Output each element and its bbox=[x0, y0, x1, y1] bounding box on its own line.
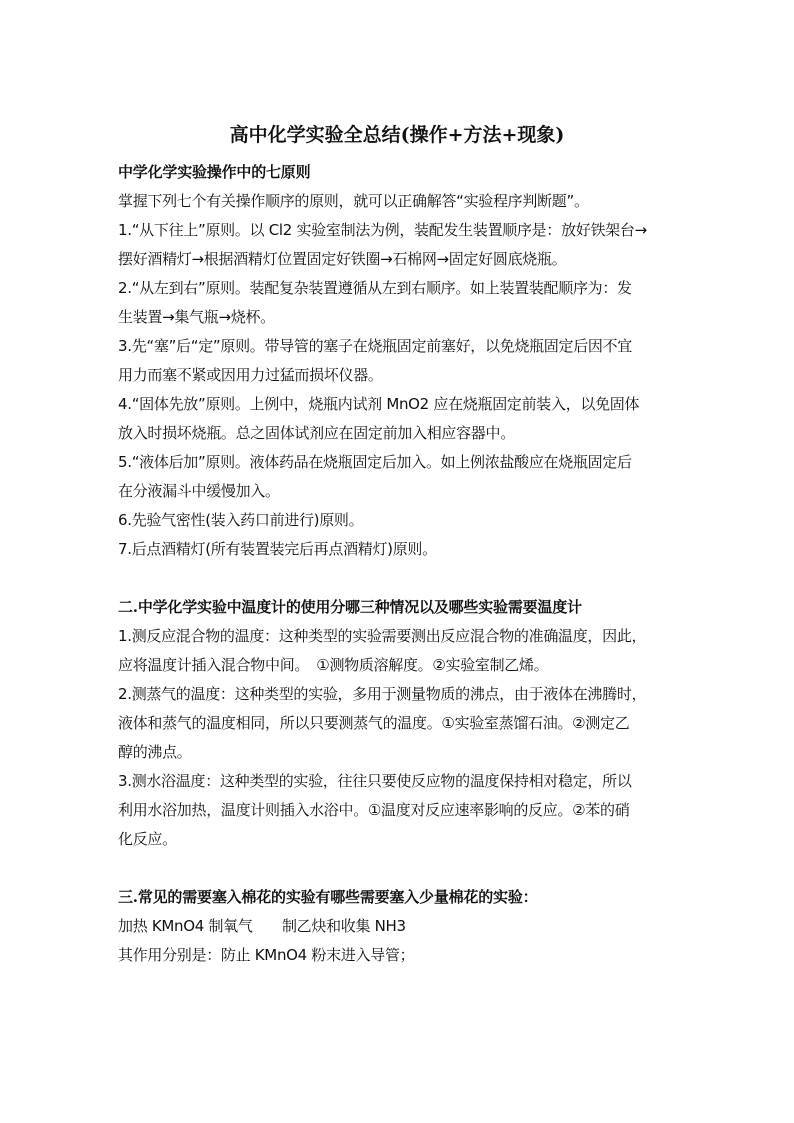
paragraph-line: 液体和蒸气的温度相同，所以只要测蒸气的温度。①实验室蒸馏石油。②测定乙 bbox=[118, 714, 630, 732]
paragraph-line: 生装置→集气瓶→烧杯。 bbox=[118, 308, 275, 326]
paragraph-line: 7.后点酒精灯(所有装置装完后再点酒精灯)原则。 bbox=[118, 540, 437, 558]
document-body bbox=[118, 158, 678, 970]
section-spacer bbox=[118, 854, 678, 883]
paragraph-line: 4.“固体先放”原则。上例中，烧瓶内试剂 MnO2 应在烧瓶固定前装入，以免固体 bbox=[118, 395, 640, 413]
paragraph-line: 6.先验气密性(装入药口前进行)原则。 bbox=[118, 511, 364, 529]
section-heading: 中学化学实验操作中的七原则 bbox=[118, 163, 311, 181]
paragraph-line: 利用水浴加热，温度计则插入水浴中。①温度对反应速率影响的反应。②苯的硝 bbox=[118, 801, 630, 819]
section-heading: 二.中学化学实验中温度计的使用分哪三种情况以及哪些实验需要温度计 bbox=[118, 598, 582, 616]
paragraph-line: 1.“从下往上”原则。以 Cl2 实验室制法为例，装配发生装置顺序是：放好铁架台→ bbox=[118, 221, 647, 239]
paragraph-line: 加热 KMnO4 制氧气 制乙炔和收集 NH3 bbox=[118, 917, 406, 935]
section-spacer bbox=[118, 564, 678, 593]
section-heading: 三.常见的需要塞入棉花的实验有哪些需要塞入少量棉花的实验： bbox=[118, 888, 538, 906]
paragraph-line: 用力而塞不紧或因用力过猛而损坏仪器。 bbox=[118, 366, 383, 384]
paragraph-line: 醇的沸点。 bbox=[118, 743, 192, 761]
paragraph-line: 1.测反应混合物的温度：这种类型的实验需要测出反应混合物的准确温度，因此， bbox=[118, 627, 647, 645]
page-title: 高中化学实验全总结(操作+方法+现象) bbox=[229, 124, 565, 146]
paragraph-line: 5.“液体后加”原则。液体药品在烧瓶固定后加入。如上例浓盐酸应在烧瓶固定后 bbox=[118, 453, 632, 471]
paragraph-line: 应将温度计插入混合物中间。 ①测物质溶解度。②实验室制乙烯。 bbox=[118, 656, 549, 674]
paragraph-line: 放入时损坏烧瓶。总之固体试剂应在固定前加入相应容器中。 bbox=[118, 424, 515, 442]
paragraph-line: 2.“从左到右”原则。装配复杂装置遵循从左到右顺序。如上装置装配顺序为：发 bbox=[118, 279, 632, 297]
paragraph-line: 2.测蒸气的温度：这种类型的实验，多用于测量物质的沸点，由于液体在沸腾时， bbox=[118, 685, 647, 703]
paragraph-line: 3.测水浴温度：这种类型的实验，往往只要使反应物的温度保持相对稳定，所以 bbox=[118, 772, 632, 790]
paragraph-line: 掌握下列七个有关操作顺序的原则，就可以正确解答“实验程序判断题”。 bbox=[118, 192, 589, 210]
paragraph-line: 化反应。 bbox=[118, 830, 177, 848]
paragraph-line: 3.先“塞”后“定”原则。带导管的塞子在烧瓶固定前塞好，以免烧瓶固定后因不宜 bbox=[118, 337, 632, 355]
paragraph-line: 在分液漏斗中缓慢加入。 bbox=[118, 482, 280, 500]
paragraph-line: 其作用分别是：防止 KMnO4 粉末进入导管； bbox=[118, 946, 415, 964]
paragraph-line: 摆好酒精灯→根据酒精灯位置固定好铁圈→石棉网→固定好圆底烧瓶。 bbox=[118, 250, 567, 268]
